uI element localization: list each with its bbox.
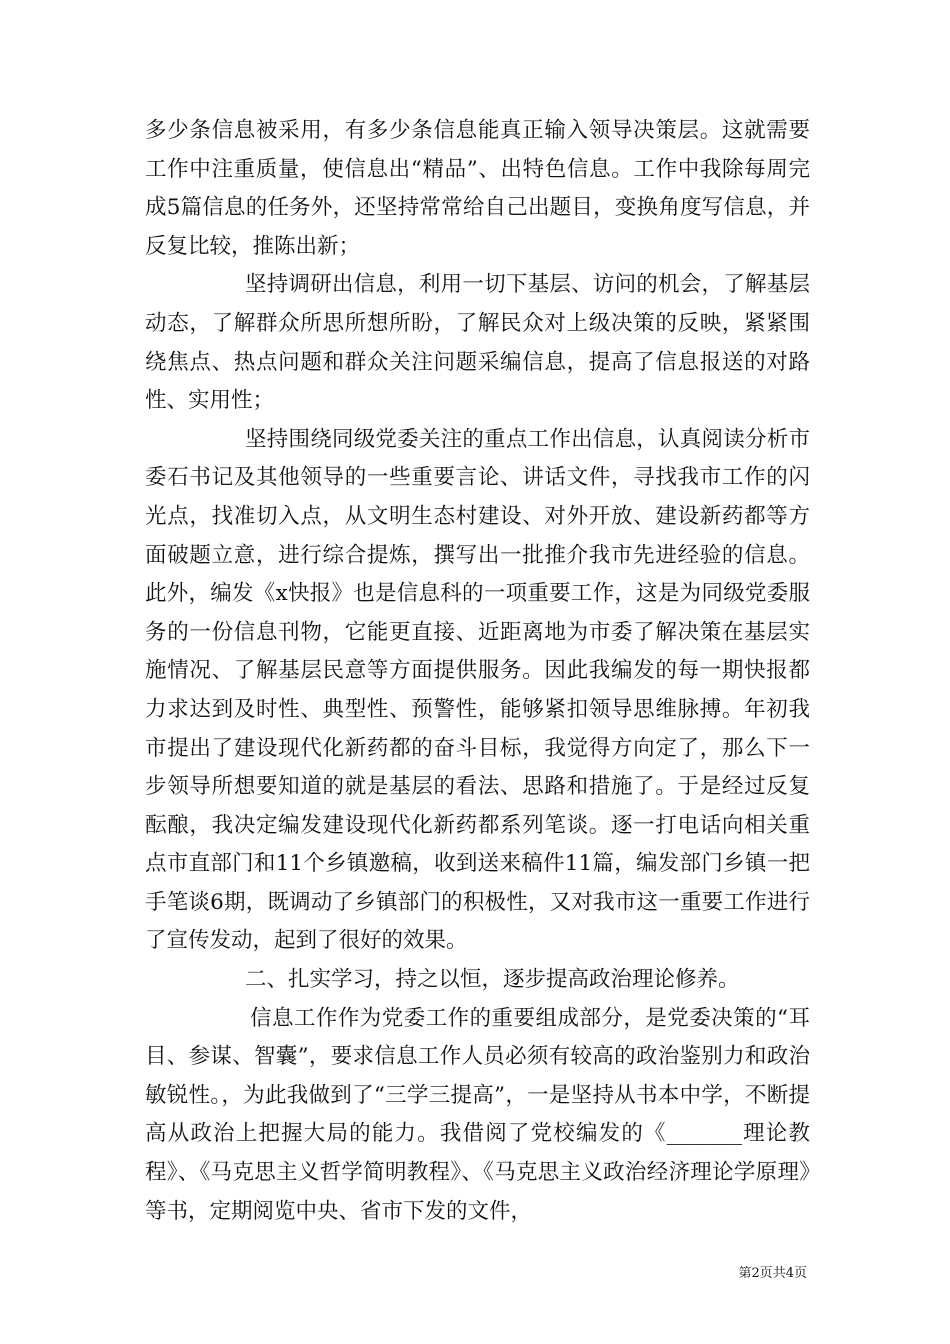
document-body	[145, 112, 810, 1231]
page-number: 第2页共4页	[738, 1266, 807, 1281]
section-heading: 二、扎实学习，持之以恒，逐步提高政治理论修养。	[245, 967, 740, 993]
paragraph-study: 信息工作作为党委工作的重要组成部分，是党委决策的“耳目、参谋、智囊”，要求信息工作人员必须有较高的政治鉴别力和政治敏锐性。，为此我做到了“三学三提高”，一是坚持从书本中学，不断提高从政治上把握大局的能力。我借阅了党校编发的《_______理论教程》、《马克思主义哲学简明教程》、《马克思主义政治经济理论学原理》等书，定期阅览中央、省市下发的文件，	[145, 1005, 810, 1224]
paragraph-quality: 多少条信息被采用，有多少条信息能真正输入领导决策层。这就需要工作中注重质量，使信息出“精品”、出特色信息。工作中我除每周完成5篇信息的任务外，还坚持常常给自己出题目，变换角度写信息，并反复比较，推陈出新；	[145, 118, 810, 259]
paragraph-key-work: 坚持围绕同级党委关注的重点工作出信息，认真阅读分析市委石书记及其他领导的一些重要言论、讲话文件，寻找我市工作的闪光点，找准切入点，从文明生态村建设、对外开放、建设新药都等方面破题立意，进行综合提炼，撰写出一批推介我市先进经验的信息。此外，编发《x快报》也是信息科的一项重要工作，这是为同级党委服务的一份信息刊物，它能更直接、近距离地为市委了解决策在基层实施情况、了解基层民意等方面提供服务。因此我编发的每一期快报都力求达到及时性、典型性、预警性，能够紧扣领导思维脉搏。年初我市提出了建设现代化新药都的奋斗目标，我觉得方向定了，那么下一步领导所想要知道的就是基层的看法、思路和措施了。于是经过反复酝酿，我决定编发建设现代化新药都系列笔谈。逐一打电话向相关重点市直部门和11个乡镇邀稿，收到送来稿件11篇，编发部门乡镇一把手笔谈6期，既调动了乡镇部门的积极性，又对我市这一重要工作进行了宣传发动，起到了很好的效果。	[145, 426, 810, 954]
paragraph-research: 坚持调研出信息，利用一切下基层、访问的机会，了解基层动态，了解群众所思所想所盼，了解民众对上级决策的反映，紧紧围绕焦点、热点问题和群众关注问题采编信息，提高了信息报送的对路性、实用性；	[145, 272, 810, 414]
